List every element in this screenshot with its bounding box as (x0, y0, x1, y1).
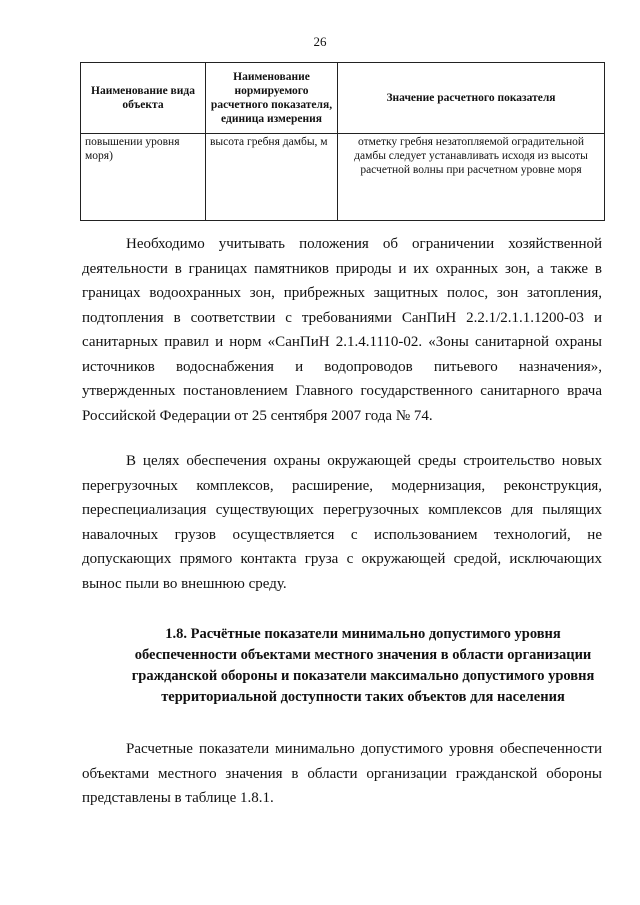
table-row (81, 134, 605, 221)
section-heading: 1.8. Расчётные показатели минимально допустимого уровня обеспеченности объектами местного значения в области организации гражданской обороны и показатели максимально допустимого уровня территориальной доступности таких объектов для населения (131, 626, 595, 705)
paragraph-environment: В целях обеспечения охраны окружающей среды строительство новых перегрузочных комплексов, расширение, модернизация, реконструкция, переспециализация существующих перегрузочных комплексов для пылящих навалочных грузов осуществляется с использованием технологий, не допускающих прямого контакта груза с окружающей средой, исключающих вынос пыли во внешнюю среду. (82, 453, 602, 592)
header-object-type: Наименование вида объекта (81, 63, 206, 134)
cell-object-type: повышении уровня моря) (81, 134, 206, 221)
cell-indicator-name: высота гребня дамбы, м (206, 134, 338, 221)
norms-table (80, 62, 605, 221)
page-number: 26 (313, 34, 327, 49)
paragraph-restrictions: Необходимо учитывать положения об ограничении хозяйственной деятельности в границах памятников природы и их охранных зон, а также в границах водоохранных зон, прибрежных защитных полос, зон затопления, подтопления в соответствии с требованиями СанПиН 2.2.1/2.1.1.1200-03 и санитарных правил и норм «СанПиН 2.1.4.1110-02. «Зоны санитарной охраны источников водоснабжения и водопроводов питьевого назначения», утвержденных постановлением Главного государственного санитарного врача Российской Федерации от 25 сентября 2007 года № 74. (82, 236, 602, 424)
header-indicator-value: Значение расчетного показателя (338, 63, 605, 134)
table-header-row (81, 63, 605, 134)
paragraph-civil-defense: Расчетные показатели минимально допустимого уровня обеспеченности объектами местного значения в области организации гражданской обороны представлены в таблице 1.8.1. (82, 741, 602, 806)
header-indicator-name: Наименование нормируемого расчетного показателя, единица измерения (206, 63, 338, 134)
cell-indicator-value: отметку гребня незатопляемой оградительной дамбы следует устанавливать исходя из высоты расчетной волны при расчетном уровне моря (338, 134, 605, 221)
